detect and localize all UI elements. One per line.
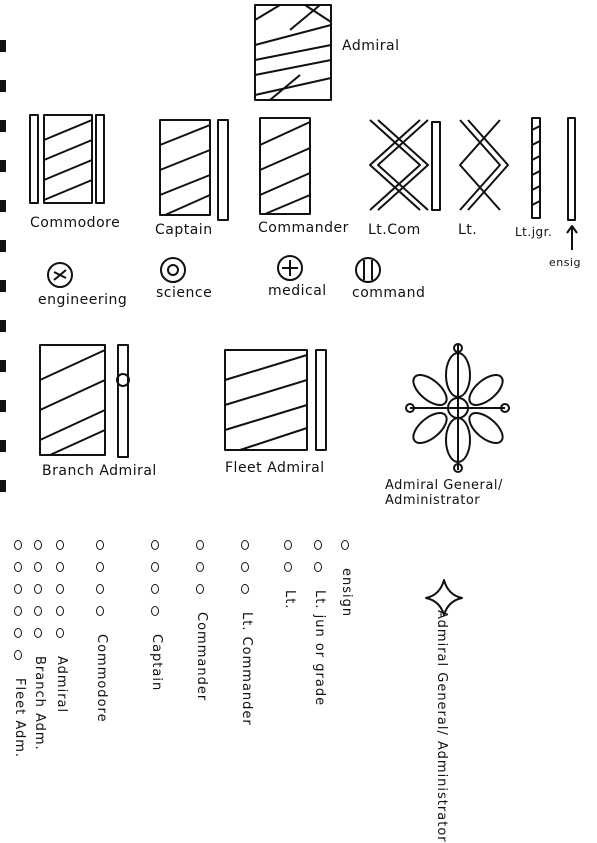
rank-pip [56,584,64,594]
rank-pip [196,562,204,572]
rank-pip [14,584,22,594]
science-division-symbol [161,258,185,282]
medical-label: medical [268,283,327,299]
pip-column-label: ensign [339,568,354,618]
rank-pip [14,540,22,550]
captain-label: Captain [155,222,213,238]
ensign-bar-insignia [567,118,577,250]
fleet-admiral-braid-insignia [225,350,326,450]
rank-pip [96,540,104,550]
captain-braid-insignia [160,120,228,220]
pip-column-label: Commander [194,612,209,702]
rank-pip [56,606,64,616]
pip-column-label: Commodore [94,634,109,723]
rank-pip [56,540,64,550]
engineering-label: engineering [38,292,128,308]
command-label: command [352,285,426,301]
rank-pip [96,584,104,594]
pip-column-label: Lt. [282,590,297,610]
rank-pip [241,540,249,550]
rank-pip [341,540,349,550]
command-division-symbol [356,258,380,282]
admiral-general-label: Admiral General/ Administrator [385,478,503,508]
pip-column-label: Lt. jun or grade [312,590,327,707]
pip-column-label: Admiral General/ Administrator [434,610,449,843]
lt-commander-braid-insignia [370,120,440,210]
rank-pip [14,628,22,638]
rank-pip [56,562,64,572]
rank-pip [34,584,42,594]
pip-column-label: Admiral [54,656,69,714]
rank-pip [196,584,204,594]
rank-pip [56,628,64,638]
rank-pip [151,606,159,616]
rank-pip [241,562,249,572]
rank-pip [314,562,322,572]
rank-pip [34,606,42,616]
rank-pip [14,650,22,660]
rank-pip [34,562,42,572]
lt-jgr-braid-insignia [532,118,540,218]
admiral-general-flower-insignia [406,344,509,472]
rank-pip [196,540,204,550]
rank-pip [34,540,42,550]
lt-jgr-label: Lt.jgr. [515,225,553,239]
branch-admiral-label: Branch Admiral [42,463,157,479]
lt-com-label: Lt.Com [368,222,421,238]
commander-label: Commander [258,220,349,236]
rank-pip [151,584,159,594]
rank-pip [96,562,104,572]
rank-pip [314,540,322,550]
pip-column-label: Lt. Commander [239,612,254,726]
pip-column-label: Fleet Adm. [12,678,27,759]
rank-pip [284,562,292,572]
commander-braid-insignia [260,118,310,214]
science-label: science [156,285,213,301]
medical-division-symbol [278,256,302,280]
rank-pip [151,562,159,572]
rank-pip [34,628,42,638]
rank-pip [241,584,249,594]
lt-braid-insignia [460,120,508,210]
engineering-division-symbol [48,263,72,287]
rank-pip [284,540,292,550]
fleet-admiral-label: Fleet Admiral [225,460,325,476]
branch-admiral-braid-insignia [40,345,129,457]
admiral-braid-insignia [255,5,331,100]
rank-pip [151,540,159,550]
commodore-label: Commodore [30,215,121,231]
ensign-label: ensig [549,256,582,269]
rank-pip [14,562,22,572]
admiral-label: Admiral [342,38,400,54]
rank-pip [96,606,104,616]
pip-column-label: Branch Adm. [32,656,47,751]
pip-column-label: Captain [149,634,164,692]
commodore-braid-insignia [30,115,104,203]
lt-label: Lt. [458,222,478,238]
rank-pip [14,606,22,616]
